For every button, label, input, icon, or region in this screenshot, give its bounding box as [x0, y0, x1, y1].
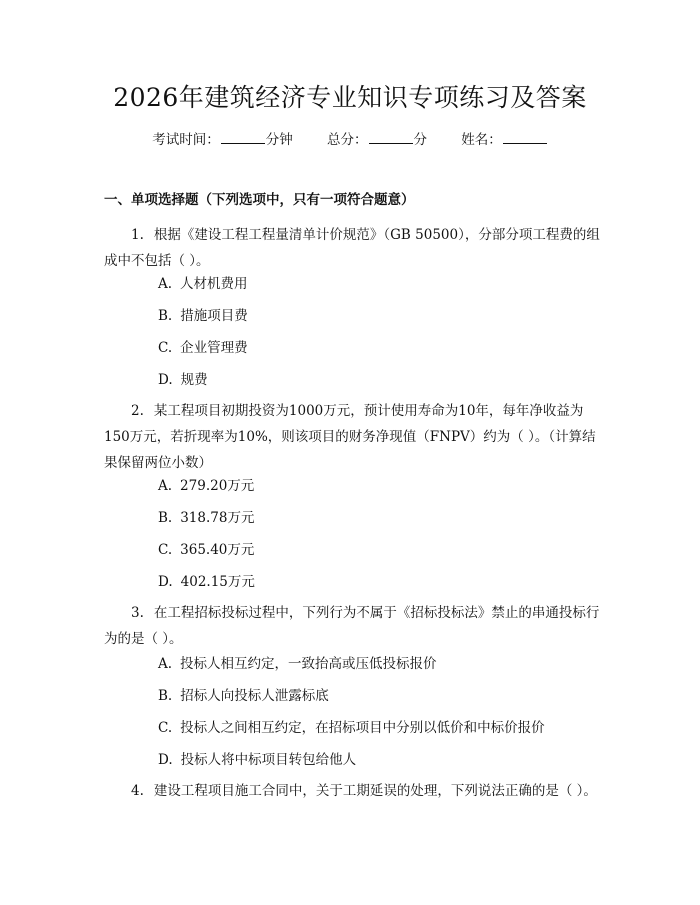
option-text: 投标人将中标项目转包给他人 — [180, 752, 357, 768]
option-letter: C. — [158, 340, 173, 356]
option-letter: D. — [158, 752, 173, 768]
name-label: 姓名： — [461, 132, 502, 148]
exam-info-line — [0, 128, 700, 152]
option-letter: B. — [158, 308, 173, 324]
question-1-option-b[interactable] — [158, 304, 248, 328]
option-text: 企业管理费 — [180, 340, 248, 356]
question-number: 3. — [131, 605, 144, 621]
option-text: 279.20万元 — [180, 478, 255, 494]
question-3-option-b[interactable] — [158, 684, 329, 708]
option-text: 投标人相互约定，一致抬高或压低投标报价 — [180, 656, 437, 672]
question-text: 在工程招标投标过程中，下列行为不属于《招标投标法》禁止的串通投标行为的是（ ）。 — [104, 605, 600, 647]
option-letter: C. — [158, 720, 173, 736]
option-letter: D. — [158, 574, 173, 590]
question-text: 某工程项目初期投资为1000万元，预计使用寿命为10年，每年净收益为150万元，若折现率为10%，则该项目的财务净现值（FNPV）约为（ ）。（计算结果保留两位小数） — [104, 403, 596, 471]
exam-time-unit: 分钟 — [265, 132, 293, 148]
option-text: 人材机费用 — [180, 276, 248, 292]
exam-time-blank[interactable] — [221, 129, 265, 144]
question-3 — [104, 600, 600, 652]
question-number: 4. — [131, 783, 144, 799]
question-2-option-d[interactable] — [158, 570, 255, 594]
option-text: 365.40万元 — [180, 542, 255, 558]
question-text: 根据《建设工程工程量清单计价规范》（GB 50500），分部分项工程费的组成中不包括（ ）。 — [104, 227, 600, 269]
question-1 — [104, 222, 600, 274]
total-score-field — [327, 128, 427, 152]
question-2-option-c[interactable] — [158, 538, 254, 562]
question-1-option-d[interactable] — [158, 368, 208, 392]
question-number: 1. — [131, 227, 144, 243]
name-blank[interactable] — [503, 129, 547, 144]
option-letter: A. — [158, 478, 173, 494]
option-text: 投标人之间相互约定，在招标项目中分别以低价和中标价报价 — [180, 720, 545, 736]
total-score-unit: 分 — [413, 132, 427, 148]
question-2-option-b[interactable] — [158, 506, 254, 530]
section-heading: 一、单项选择题（下列选项中，只有一项符合题意） — [104, 192, 415, 208]
question-number: 2. — [131, 403, 144, 419]
option-letter: A. — [158, 656, 173, 672]
option-letter: B. — [158, 688, 173, 704]
option-letter: A. — [158, 276, 173, 292]
question-2 — [104, 398, 600, 476]
option-letter: D. — [158, 372, 173, 388]
question-2-option-a[interactable] — [158, 474, 254, 498]
option-text: 措施项目费 — [180, 308, 248, 324]
option-text: 招标人向投标人泄露标底 — [180, 688, 329, 704]
question-3-option-c[interactable] — [158, 716, 545, 740]
option-text: 318.78万元 — [180, 510, 255, 526]
question-3-option-a[interactable] — [158, 652, 437, 676]
option-text: 规费 — [180, 372, 208, 388]
question-3-option-d[interactable] — [158, 748, 356, 772]
question-1-option-a[interactable] — [158, 272, 248, 296]
question-text: 建设工程项目施工合同中，关于工期延误的处理，下列说法正确的是（ ）。 — [153, 783, 597, 799]
name-field — [461, 128, 548, 152]
option-letter: B. — [158, 510, 173, 526]
page-title: 2026年建筑经济专业知识专项练习及答案 — [113, 83, 587, 112]
option-text: 402.15万元 — [180, 574, 255, 590]
exam-time-field — [152, 128, 293, 152]
question-1-option-c[interactable] — [158, 336, 248, 360]
total-score-blank[interactable] — [369, 129, 413, 144]
exam-time-label: 考试时间： — [152, 132, 220, 148]
question-4 — [104, 778, 600, 804]
option-letter: C. — [158, 542, 173, 558]
total-score-label: 总分： — [327, 132, 368, 148]
